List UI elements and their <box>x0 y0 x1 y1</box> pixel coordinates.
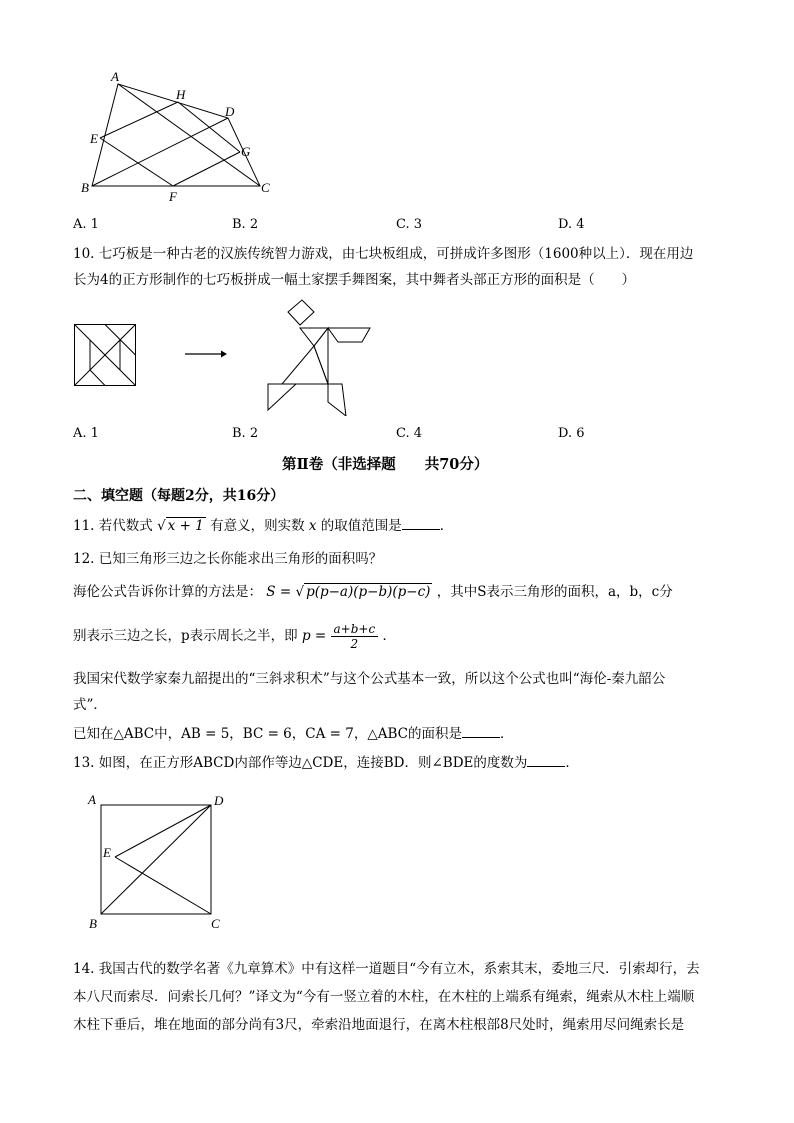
q12-line4: 我国宋代数学家秦九韶提出的“三斜求积术”与这个公式基本一致，所以这个公式也叫“海伦-秦九韶公 <box>73 671 666 687</box>
q12-formula-radical: √ p(p−a)(p−b)(p−c) <box>295 584 431 600</box>
q10-option-a[interactable]: A. 1 <box>73 426 99 441</box>
q12-p-eq: p = <box>301 628 327 644</box>
tangram-square-figure <box>74 324 136 386</box>
label-G: G <box>241 144 251 159</box>
q11-var: x <box>308 518 317 534</box>
q12-line3 <box>73 622 396 651</box>
q12-frac-num: a+b+c <box>331 622 379 637</box>
q9-option-b[interactable]: B. 2 <box>232 217 259 232</box>
q11-suffix2: 的取值范围是 <box>320 518 402 534</box>
q10-option-b[interactable]: B. 2 <box>232 426 259 441</box>
q12-line6-prefix: 已知在△ABC中，AB = 5，BC = 6，CA = 7，△ABC的面积是 <box>73 726 462 742</box>
q14-line3: 木柱下垂后，堆在地面的部分尚有3尺，牵索沿地面退行，在离木柱根部8尺处时，绳索用尽问绳索长是 <box>73 1017 685 1033</box>
right-arrow-icon <box>185 349 227 359</box>
q12-frac-den: 2 <box>350 637 359 651</box>
label-B: B <box>81 180 89 195</box>
q9-quadrilateral-figure <box>78 68 278 204</box>
q13-prefix: 13. 如图，在正方形ABCD内部作等边△CDE，连接BD．则∠BDE的度数为 <box>73 755 528 771</box>
fill-section-heading: 二、填空题（每题2分，共16分） <box>73 488 285 504</box>
label-D: D <box>225 104 235 119</box>
q13-square-figure <box>86 790 236 936</box>
label-F: F <box>169 189 177 204</box>
label-C: C <box>261 180 270 195</box>
q13-label-B: B <box>89 916 97 931</box>
q12-formula-radicand: p(p−a)(p−b)(p−c) <box>306 584 431 600</box>
q12-line5: 式”． <box>73 697 107 713</box>
q11-text <box>73 514 453 534</box>
label-A: A <box>111 69 119 84</box>
q12-line3-prefix: 别表示三边之长，p表示周长之半，即 <box>73 628 298 644</box>
label-E: E <box>90 131 98 146</box>
q10-option-c[interactable]: C. 4 <box>396 426 423 441</box>
q12-formula-lhs: S = <box>266 584 292 600</box>
q11-prefix: 11. 若代数式 <box>73 518 153 534</box>
q13-end: ． <box>565 755 579 771</box>
q12-fraction <box>331 622 379 651</box>
q12-line2-suffix: ，其中S表示三角形的面积，a，b，c分 <box>436 584 673 600</box>
q10-text-line2: 长为4的正方形制作的七巧板拼成一幅土家摆手舞图案，其中舞者头部正方形的面积是（ ） <box>73 272 636 288</box>
q13-label-A: A <box>88 792 96 807</box>
q9-option-a[interactable]: A. 1 <box>73 217 99 232</box>
q13-label-C: C <box>211 916 220 931</box>
q13-label-E: E <box>103 845 111 860</box>
q10-text-line1: 10. 七巧板是一种古老的汉族传统智力游戏，由七块板组成，可拼成许多图形（1600种以上）．现在用边 <box>73 246 694 262</box>
q12-line6-end: ． <box>499 726 514 742</box>
q12-line3-end: ． <box>382 628 396 644</box>
q12-line1: 12. 已知三角形三边之长你能求出三角形的面积吗？ <box>73 551 383 567</box>
q12-line2 <box>73 580 673 600</box>
tangram-dancer-figure <box>262 298 374 416</box>
q14-line1: 14. 我国古代的数学名著《九章算术》中有这样一道题目“今有立木，系索其末，委地三尺．引索却行，去 <box>73 961 700 977</box>
q13-label-D: D <box>214 793 224 808</box>
label-H: H <box>176 87 186 102</box>
q14-line2: 本八尺而索尽．问索长几何？”译文为“今有一竖立着的木柱，在木柱的上端系有绳索，绳索从木柱上端顺 <box>73 989 695 1005</box>
q13-text <box>73 751 579 771</box>
q9-option-c[interactable]: C. 3 <box>396 217 423 232</box>
q13-answer-blank[interactable] <box>527 754 565 767</box>
q11-radicand: x + 1 <box>167 518 204 534</box>
q11-answer-blank[interactable] <box>402 517 440 530</box>
q12-line6 <box>73 722 513 742</box>
q10-option-d[interactable]: D. 6 <box>558 426 585 441</box>
q11-end: ． <box>439 518 454 534</box>
q11-radical: √ x + 1 <box>157 518 204 534</box>
q12-answer-blank[interactable] <box>462 725 500 738</box>
q9-option-d[interactable]: D. 4 <box>558 217 585 232</box>
section2-title: 第Ⅱ卷（非选择题 共70分） <box>282 456 489 473</box>
q11-suffix: 有意义，则实数 <box>210 518 305 534</box>
q12-line2-prefix: 海伦公式告诉你计算的方法是： <box>73 584 262 600</box>
